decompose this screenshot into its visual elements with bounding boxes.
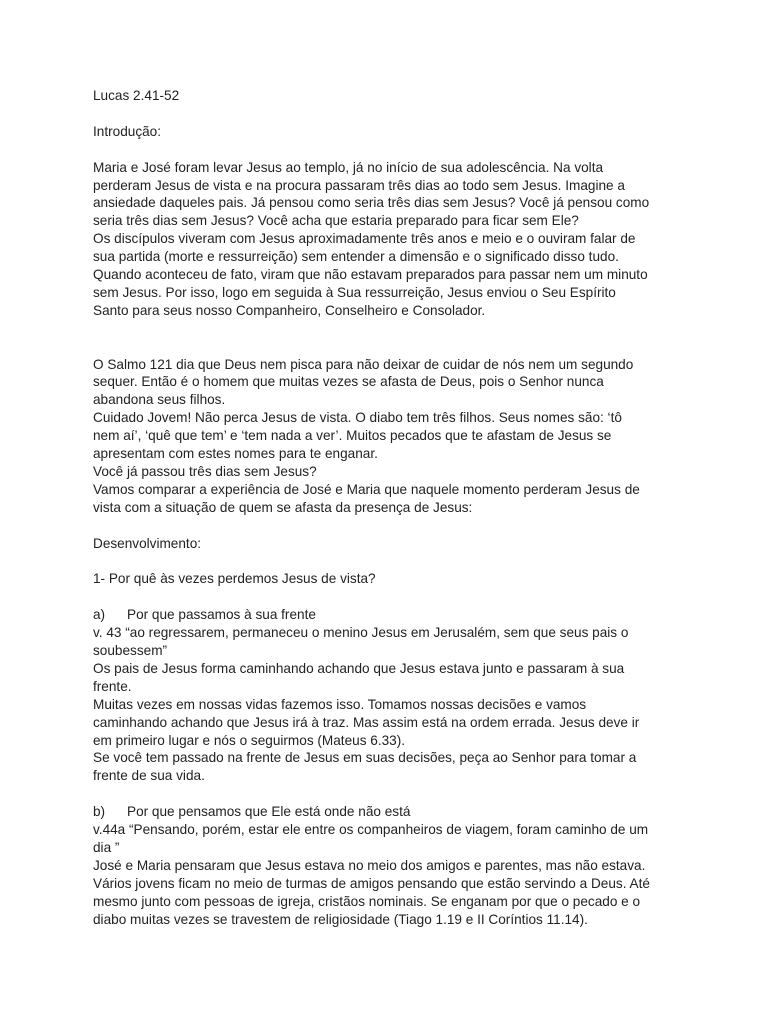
point-1-question: 1- Por quê às vezes perdemos Jesus de vista?	[93, 571, 376, 587]
subpoint-a-marker: a)	[93, 607, 106, 623]
subpoint-b	[93, 803, 693, 821]
intro-paragraph-4: Cuidado Jovem! Não perca Jesus de vista. O diabo tem três filhos. Seus nomes são: ‘tô nem aí’, ‘quê que tem’ e ‘tem nada a ver’. Muitos pecados que te afastam de Jesus se apresentam com estes nomes para te enganar.	[93, 410, 622, 462]
subpoint-b-marker: b)	[93, 804, 106, 820]
subpoint-a-paragraph-1: Os pais de Jesus forma caminhando achando que Jesus estava junto e passaram à sua frente.	[93, 660, 625, 694]
development-heading: Desenvolvimento:	[93, 535, 202, 551]
subpoint-a-paragraph-2: Muitas vezes em nossas vidas fazemos isso. Tomamos nossas decisões e vamos caminhando achando que Jesus irá à traz. Mas assim está na ordem errada. Jesus deve ir em primeiro lugar e nós o seguirmos (Mateus 6.33).	[93, 696, 640, 748]
spacer	[93, 141, 693, 159]
subpoint-b-paragraph-1: José e Maria pensaram que Jesus estava no meio dos amigos e parentes, mas não estava.	[93, 857, 646, 873]
scripture-reference: Lucas 2.41-52	[93, 88, 180, 103]
document-page	[93, 87, 693, 928]
spacer	[93, 588, 693, 606]
subpoint-a-verse: v. 43 “ao regressarem, permaneceu o menino Jesus em Jerusalém, sem que seus pais o soubessem”	[93, 625, 629, 658]
subpoint-a-paragraph-3: Se você tem passado na frente de Jesus em suas decisões, peça ao Senhor para tomar a frente de sua vida.	[93, 750, 637, 784]
intro-heading: Introdução:	[93, 123, 162, 139]
intro-paragraph-6: Vamos comparar a experiência de José e Maria que naquele momento perderam Jesus de vista com a situação de quem se afasta da presença de Jesus:	[93, 481, 640, 515]
subpoint-b-paragraph-2: Vários jovens ficam no meio de turmas de amigos pensando que estão servindo a Deus. Até mesmo junto com pessoas de igreja, cristãos nominais. Se enganam por que o pecado e o diabo muitas vezes se travestem de religiosidade (Tiago 1.19 e II Coríntios 11.14).	[93, 875, 650, 927]
spacer	[93, 320, 693, 356]
spacer	[93, 105, 693, 123]
spacer	[93, 785, 693, 803]
subpoint-b-verse: v.44a “Pensando, porém, estar ele entre os companheiros de viagem, foram caminho de um dia ”	[93, 822, 649, 855]
intro-paragraph-3: O Salmo 121 dia que Deus nem pisca para não deixar de cuidar de nós nem um segundo sequer. Então é o homem que muitas vezes se afasta de Deus, pois o Senhor nunca abandona seus filhos.	[93, 356, 634, 408]
spacer	[93, 553, 693, 571]
spacer	[93, 517, 693, 535]
subpoint-a-title: Por que passamos à sua frente	[127, 607, 316, 623]
intro-paragraph-1: Maria e José foram levar Jesus ao templo, já no início de sua adolescência. Na volta perderam Jesus de vista e na procura passaram três dias ao todo sem Jesus. Imagine a ansiedade daqueles pais. Já pensou como seria três dias sem Jesus? Você já pensou como seria três dias sem Jesus? Você acha que estaria preparado para ficar sem Ele?	[93, 159, 650, 229]
intro-paragraph-5: Você já passou três dias sem Jesus?	[93, 463, 317, 479]
intro-paragraph-2: Os discípulos viveram com Jesus aproximadamente três anos e meio e o ouviram falar de sua partida (morte e ressurreição) sem entender a dimensão e o significado disso tudo. Quando aconteceu de fato, viram que não estavam preparados para passar nem um minuto sem Jesus. Por isso, logo em seguida à Sua ressurreição, Jesus enviou o Seu Espírito Santo para seus nosso Companheiro, Conselheiro e Consolador.	[93, 231, 648, 318]
subpoint-b-title: Por que pensamos que Ele está onde não está	[127, 804, 411, 820]
subpoint-a	[93, 606, 693, 624]
